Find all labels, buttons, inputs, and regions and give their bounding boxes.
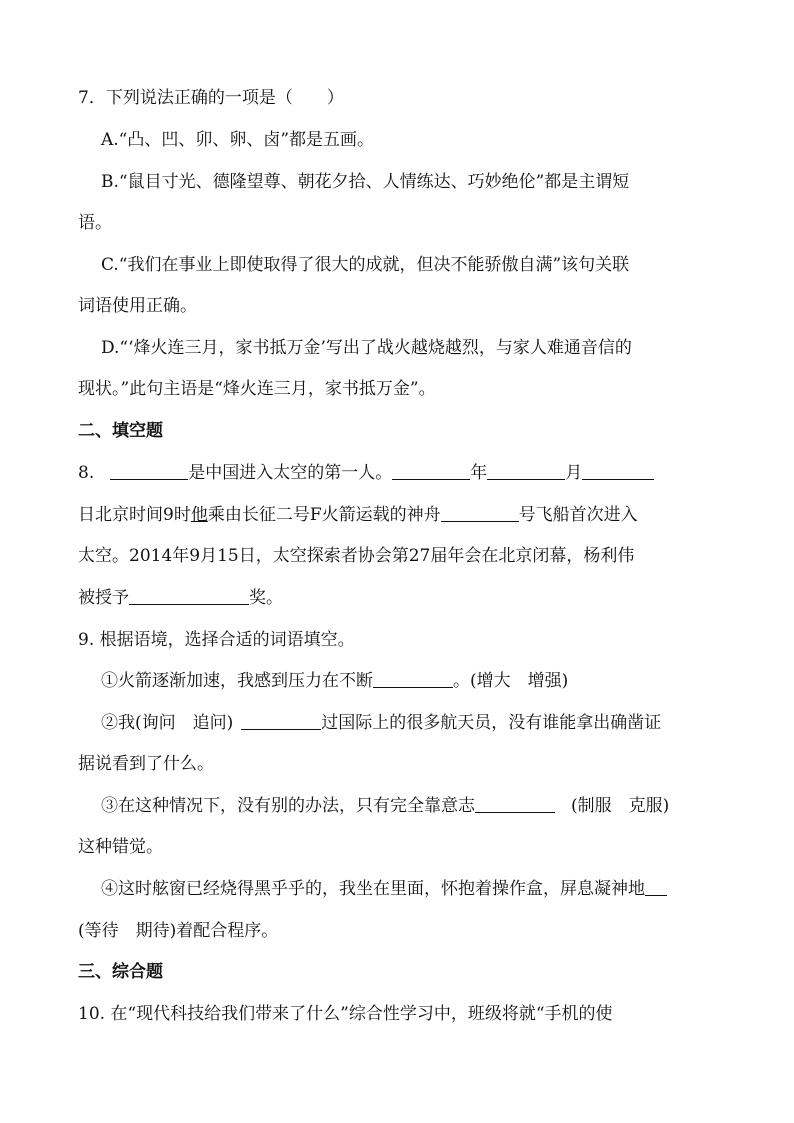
question-9-item-2-line2: 据说看到了什么。 bbox=[78, 754, 214, 774]
question-9-item-4-line2: (等待 期待)着配合程序。 bbox=[78, 921, 279, 941]
question-8-text: 是中国进入太空的第一人。 bbox=[188, 463, 393, 483]
question-9-item-2 bbox=[101, 711, 741, 735]
answer-blank[interactable] bbox=[475, 794, 555, 813]
question-7-option-c-line1: C.“我们在事业上即使取得了很大的成就，但决不能骄傲自满”该句关联 bbox=[101, 255, 630, 275]
question-8-line4 bbox=[78, 586, 718, 610]
section-3-title: 三、综合题 bbox=[78, 962, 163, 982]
answer-blank[interactable] bbox=[582, 461, 654, 480]
question-8-line1 bbox=[78, 461, 718, 485]
question-8-text: 年 bbox=[470, 463, 488, 483]
question-8-line2 bbox=[78, 503, 718, 527]
question-9-text: ③在这种情况下，没有别的办法，只有完全靠意志 bbox=[101, 796, 475, 816]
question-7-option-d-line1: D.“‘烽火连三月，家书抵万金’写出了战火越烧越烈，与家人难通音信的 bbox=[101, 338, 632, 358]
answer-blank[interactable] bbox=[441, 503, 519, 522]
question-9-text: 。(增大 增强) bbox=[453, 671, 569, 691]
question-8-text: 乘由长征二号F火箭运载的神舟 bbox=[207, 505, 441, 525]
question-7-stem: 7．下列说法正确的一项是（ ） bbox=[78, 88, 344, 108]
answer-blank[interactable] bbox=[645, 877, 667, 896]
answer-blank[interactable] bbox=[129, 586, 249, 605]
question-9-item-3 bbox=[101, 794, 741, 818]
answer-blank[interactable] bbox=[241, 711, 321, 730]
question-7-option-b-line2: 语。 bbox=[78, 213, 112, 233]
question-7-option-c-line2: 词语使用正确。 bbox=[78, 296, 197, 316]
question-8-number: 8. bbox=[78, 463, 95, 483]
question-10-line1: 10. 在“现代科技给我们带来了什么”综合性学习中，班级将就“手机的使 bbox=[78, 1004, 613, 1024]
answer-blank[interactable] bbox=[110, 461, 188, 480]
question-8-text: 号飞船首次进入 bbox=[518, 505, 638, 525]
question-8-text: 被授予 bbox=[78, 588, 129, 608]
question-9-stem: 9. 根据语境，选择合适的词语填空。 bbox=[78, 630, 355, 650]
question-9-text: ①火箭逐渐加速，我感到压力在不断 bbox=[101, 671, 373, 691]
question-9-item-4 bbox=[101, 877, 741, 901]
question-9-item-1 bbox=[101, 669, 741, 693]
question-8-line3: 太空。2014年9月15日，太空探索者协会第27届年会在北京闭幕，杨利伟 bbox=[78, 546, 635, 566]
section-2-title: 二、填空题 bbox=[78, 421, 163, 441]
question-7-option-b-line1: B.“鼠目寸光、德隆望尊、朝花夕拾、人情练达、巧妙绝伦”都是主谓短 bbox=[101, 172, 630, 192]
answer-blank[interactable] bbox=[392, 461, 470, 480]
question-8-text: 月 bbox=[565, 463, 583, 483]
question-9-text: 过国际上的很多航天员，没有谁能拿出确凿证 bbox=[321, 713, 662, 733]
question-9-text: ②我(询问 追问) bbox=[101, 713, 234, 733]
answer-blank[interactable] bbox=[487, 461, 565, 480]
question-8-text: 日北京时间9时 bbox=[78, 505, 191, 525]
question-7-option-d-line2: 现状。”此句主语是“烽火连三月，家书抵万金”。 bbox=[78, 379, 436, 399]
answer-blank[interactable] bbox=[373, 669, 453, 688]
question-9-text: (制服 克服) bbox=[571, 796, 670, 816]
question-8-underlined-word: 他 bbox=[190, 505, 208, 525]
question-9-item-3-line2: 这种错觉。 bbox=[78, 837, 163, 857]
question-7-option-a: A.“凸、凹、卯、卵、卤”都是五画。 bbox=[101, 130, 375, 150]
question-8-text: 奖。 bbox=[249, 588, 283, 608]
question-9-text: ④这时舷窗已经烧得黑乎乎的，我坐在里面，怀抱着操作盒，屏息凝神地 bbox=[101, 879, 645, 899]
